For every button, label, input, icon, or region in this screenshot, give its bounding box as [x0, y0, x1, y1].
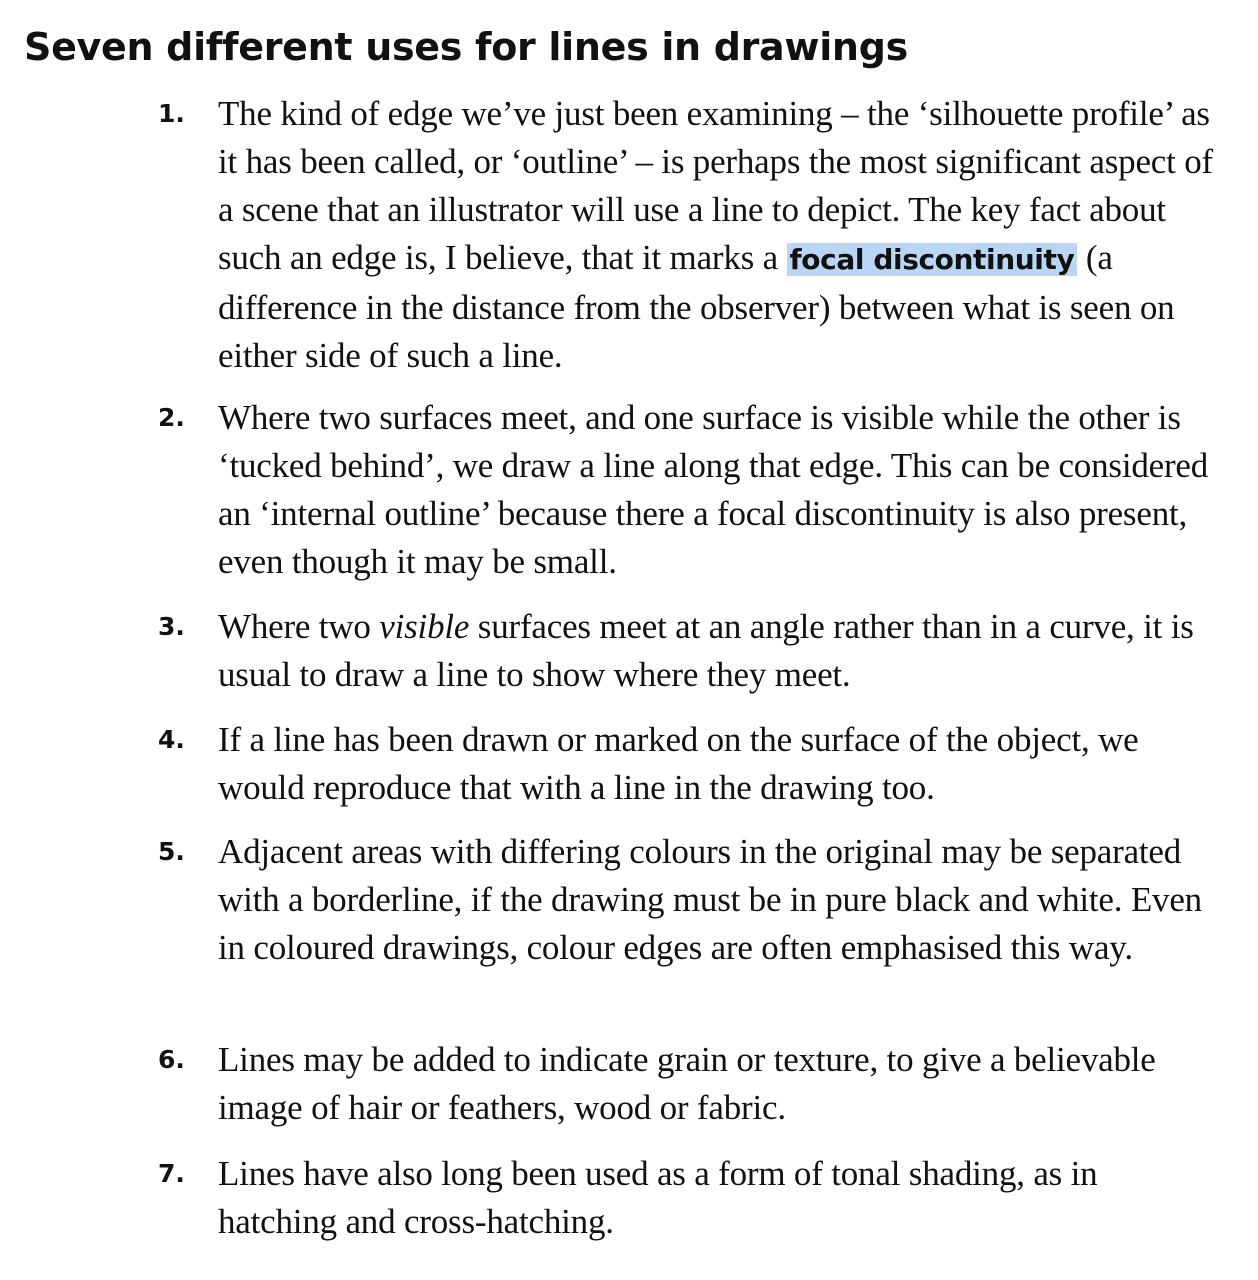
list-item-text — [218, 90, 1218, 380]
italic-term: visible — [379, 607, 470, 646]
list-item-text-before: Where two — [218, 607, 380, 646]
list-item-text — [218, 603, 1218, 699]
list-item-text-after: (a difference in the distance from the observer) between what is seen on either side of such a line. — [218, 238, 1175, 375]
list-item-text: If a line has been drawn or marked on the surface of the object, we would reproduce that with a line in the drawing too. — [218, 720, 1139, 807]
list-item-text: Where two surfaces meet, and one surface is visible while the other is ‘tucked behind’, we draw a line along that edge. This can be considered an ‘internal outline’ because there a focal discontinuity is also present, even though it may be small. — [218, 398, 1209, 581]
list-item-number: 2. — [158, 403, 185, 432]
list-item-number: 6. — [158, 1045, 185, 1074]
list-item-text-after: surfaces meet at an angle rather than in a curve, it is usual to draw a line to show where they meet. — [218, 607, 1194, 694]
list-item-number: 1. — [158, 99, 185, 128]
list-item-text: Lines may be added to indicate grain or texture, to give a believable image of hair or feathers, wood or fabric. — [218, 1040, 1156, 1127]
highlighted-term: focal discontinuity — [787, 243, 1078, 276]
list-item-number: 5. — [158, 837, 185, 866]
list-item-text: Lines have also long been used as a form of tonal shading, as in hatching and cross-hatching. — [218, 1154, 1098, 1241]
list-item-number: 7. — [158, 1159, 185, 1188]
list-item-number: 4. — [158, 725, 185, 754]
page-title: Seven different uses for lines in drawings — [24, 25, 908, 69]
list-item-number: 3. — [158, 612, 185, 641]
list-item-text-before: The kind of edge we’ve just been examining – the ‘silhouette profile’ as it has been called, or ‘outline’ – is perhaps the most significant aspect of a scene that an illustrator will use a line to depict. The key fact about such an edge is, I believe, that it marks a — [218, 94, 1213, 277]
list-item-text: Adjacent areas with differing colours in the original may be separated with a borderline, if the drawing must be in pure black and white. Even in coloured drawings, colour edges are often emphasised this way. — [218, 832, 1202, 967]
